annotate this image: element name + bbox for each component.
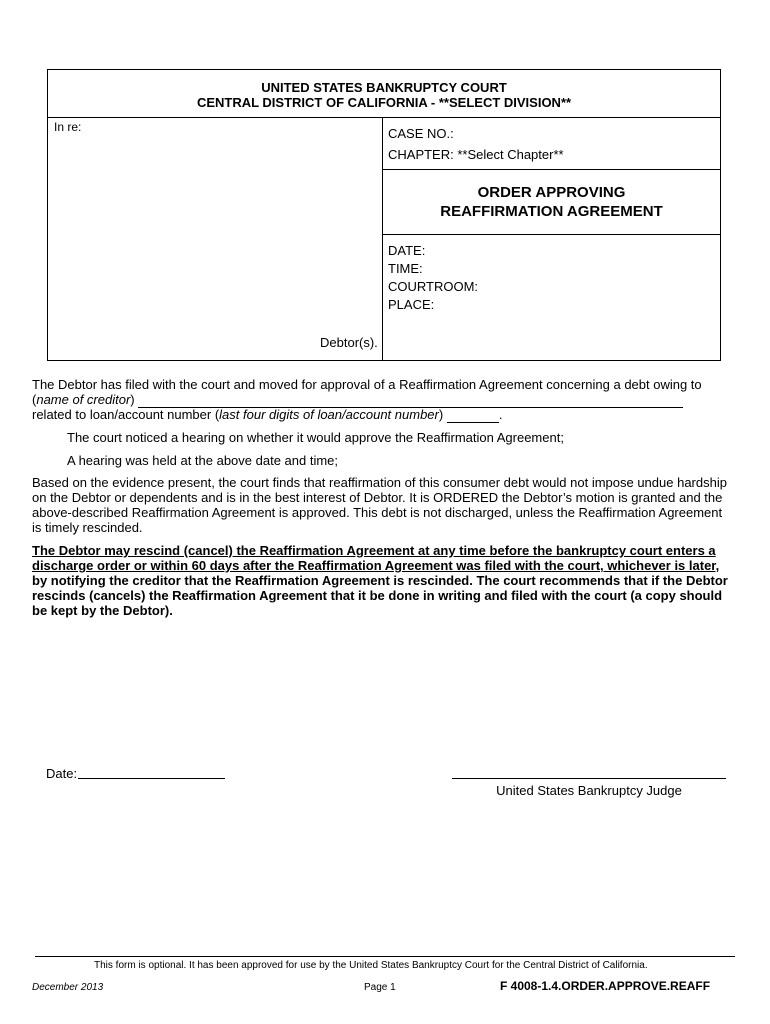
- order-title-line2: REAFFIRMATION AGREEMENT: [440, 203, 663, 220]
- divider: [382, 169, 721, 170]
- account-text: related to loan/account number (: [32, 407, 220, 422]
- paren: (: [32, 392, 37, 407]
- account-blank: [447, 407, 499, 423]
- creditor-placeholder: name of creditor: [36, 392, 131, 407]
- hearing-paragraph: A hearing was held at the above date and time;: [67, 453, 339, 468]
- findings-line1: Based on the evidence present, the court finds that reaffirmation of this consumer debt would not impose undue hardship: [32, 475, 727, 490]
- period: .: [498, 407, 503, 422]
- footer-note: This form is optional. It has been approved for use by the United States Bankruptcy Court for the Central District of California.: [94, 960, 648, 971]
- rescind-line1: The Debtor may rescind (cancel) the Reaffirmation Agreement at any time before the bankruptcy court enters a: [32, 543, 716, 558]
- order-title-line1: ORDER APPROVING: [477, 184, 626, 201]
- findings-line2: on the Debtor or dependents and is in the best interest of Debtor. It is ORDERED the Debtor’s motion is granted and the: [32, 490, 723, 505]
- divider: [382, 117, 383, 361]
- in-re-label: In re:: [54, 120, 82, 134]
- rescind-line3: by notifying the creditor that the Reaffirmation Agreement is rescinded. The court recommends that if the Debtor: [32, 573, 728, 588]
- findings-line3: above-described Reaffirmation Agreement is approved. This debt is not discharged, unless the Reaffirmation Agreement: [32, 505, 723, 520]
- rescind-line5: be kept by the Debtor).: [32, 603, 173, 618]
- footer-page: Page 1: [364, 982, 396, 993]
- creditor-blank: [138, 392, 683, 408]
- case-no-label: CASE NO.:: [388, 126, 454, 141]
- district-name: CENTRAL DISTRICT OF CALIFORNIA - **SELECT DIVISION**: [196, 95, 572, 110]
- footer-form-id: F 4008-1.4.ORDER.APPROVE.REAFF: [500, 979, 711, 993]
- date-blank: [78, 778, 225, 779]
- paren: ): [130, 392, 135, 407]
- chapter-label: CHAPTER: **Select Chapter**: [388, 147, 564, 162]
- paren: ): [438, 407, 444, 422]
- judge-signature-line: [452, 778, 726, 779]
- place-label: PLACE:: [388, 297, 435, 312]
- signature-date-label: Date:: [46, 766, 78, 781]
- court-name: UNITED STATES BANKRUPTCY COURT: [261, 80, 507, 95]
- rescind-line2: discharge order or within 60 days after the Reaffirmation Agreement was filed with the court, whichever is later,: [32, 558, 720, 573]
- findings-line4: is timely rescinded.: [32, 520, 143, 535]
- account-line: [32, 407, 502, 423]
- creditor-line: [32, 392, 683, 408]
- motion-paragraph-line1: The Debtor has filed with the court and moved for approval of a Reaffirmation Agreement concerning a debt owing to: [32, 377, 702, 392]
- account-placeholder: last four digits of loan/account number: [219, 407, 439, 422]
- notice-paragraph: The court noticed a hearing on whether it would approve the Reaffirmation Agreement;: [67, 430, 564, 445]
- divider: [382, 234, 721, 235]
- hearing-time-label: TIME:: [388, 261, 423, 276]
- hearing-date-label: DATE:: [388, 243, 426, 258]
- judge-title: United States Bankruptcy Judge: [496, 783, 682, 798]
- rescind-line4: rescinds (cancels) the Reaffirmation Agreement that it be done in writing and filed with the court (a copy should: [32, 588, 723, 603]
- footer-rule: [35, 956, 735, 957]
- divider: [47, 117, 721, 118]
- courtroom-label: COURTROOM:: [388, 279, 479, 294]
- debtors-label: Debtor(s).: [320, 335, 378, 350]
- footer-date: December 2013: [32, 982, 104, 993]
